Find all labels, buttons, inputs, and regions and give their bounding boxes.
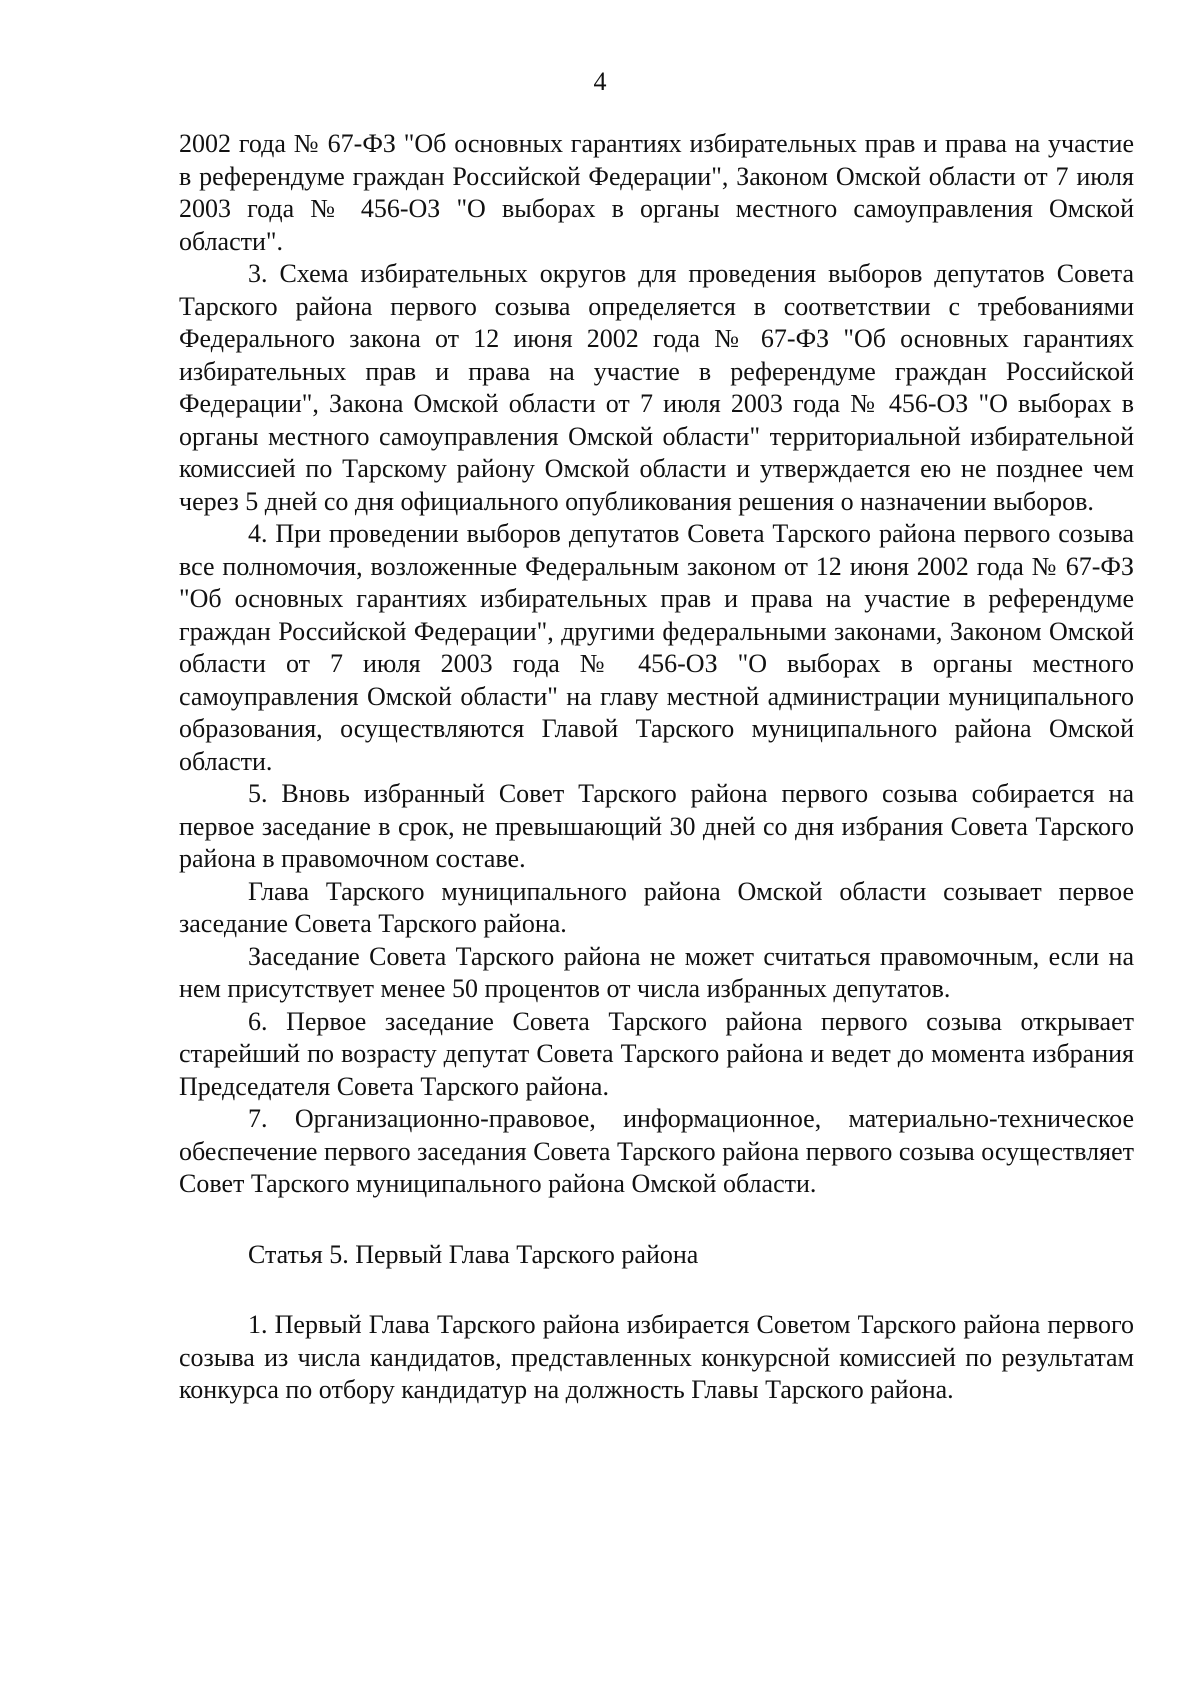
paragraph-continuation: 2002 года № 67-ФЗ "Об основных гарантиях избирательных прав и права на участие в референдуме граждан Российской Федерации", Законом Омской области от 7 июля 2003 года № 456-ОЗ "О выборах в органы местного самоуправления Омской области".: [179, 129, 1134, 256]
paragraph-item-5: 5. Вновь избранный Совет Тарского района первого созыва собирается на первое заседание в срок, не превышающий 30 дней со дня избрания Совета Тарского района в правомочном составе.: [179, 779, 1134, 873]
paragraph-item-5-quorum: Заседание Совета Тарского района не может считаться правомочным, если на нем присутствует менее 50 процентов от числа избранных депутатов.: [179, 941, 1134, 1003]
paragraph-item-5-convene: Глава Тарского муниципального района Омской области созывает первое заседание Совета Тарского района.: [179, 876, 1134, 938]
article-5-item-1: 1. Первый Глава Тарского района избирается Советом Тарского района первого созыва из числа кандидатов, представленных конкурсной комиссией по результатам конкурса по отбору кандидатур на должность Главы Тарского района.: [179, 1310, 1134, 1404]
paragraph-item-3: 3. Схема избирательных округов для проведения выборов депутатов Совета Тарского района первого созыва определяется в соответствии с требованиями Федерального закона от 12 июня 2002 года № 67-ФЗ "Об основных гарантиях избирательных прав и права на участие в референдуме граждан Российской Федерации", Закона Омской области от 7 июля 2003 года № 456-ОЗ "О выборах в органы местного самоуправления Омской области" территориальной избирательной комиссией по Тарскому району Омской области и утверждается ею не позднее чем через 5 дней со дня официального опубликования решения о назначении выборов.: [179, 259, 1134, 516]
page-number: 4: [593, 67, 607, 96]
paragraph-item-4: 4. При проведении выборов депутатов Совета Тарского района первого созыва все полномочия, возложенные Федеральным законом от 12 июня 2002 года № 67-ФЗ "Об основных гарантиях избирательных прав и права на участие в референдуме граждан Российской Федерации", другими федеральными законами, Законом Омской области от 7 июля 2003 года № 456-ОЗ "О выборах в органы местного самоуправления Омской области" на главу местной администрации муниципального образования, осуществляются Главой Тарского муниципального района Омской области.: [179, 519, 1134, 776]
paragraph-item-7: 7. Организационно-правовое, информационное, материально-техническое обеспечение первого заседания Совета Тарского района первого созыва осуществляет Совет Тарского муниципального района Омской области.: [179, 1104, 1134, 1198]
document-body: [179, 128, 1134, 1407]
paragraph-item-6: 6. Первое заседание Совета Тарского района первого созыва открывает старейший по возрасту депутат Совета Тарского района и ведет до момента избрания Председателя Совета Тарского района.: [179, 1006, 1134, 1101]
article-5-heading: Статья 5. Первый Глава Тарского района: [248, 1239, 699, 1269]
